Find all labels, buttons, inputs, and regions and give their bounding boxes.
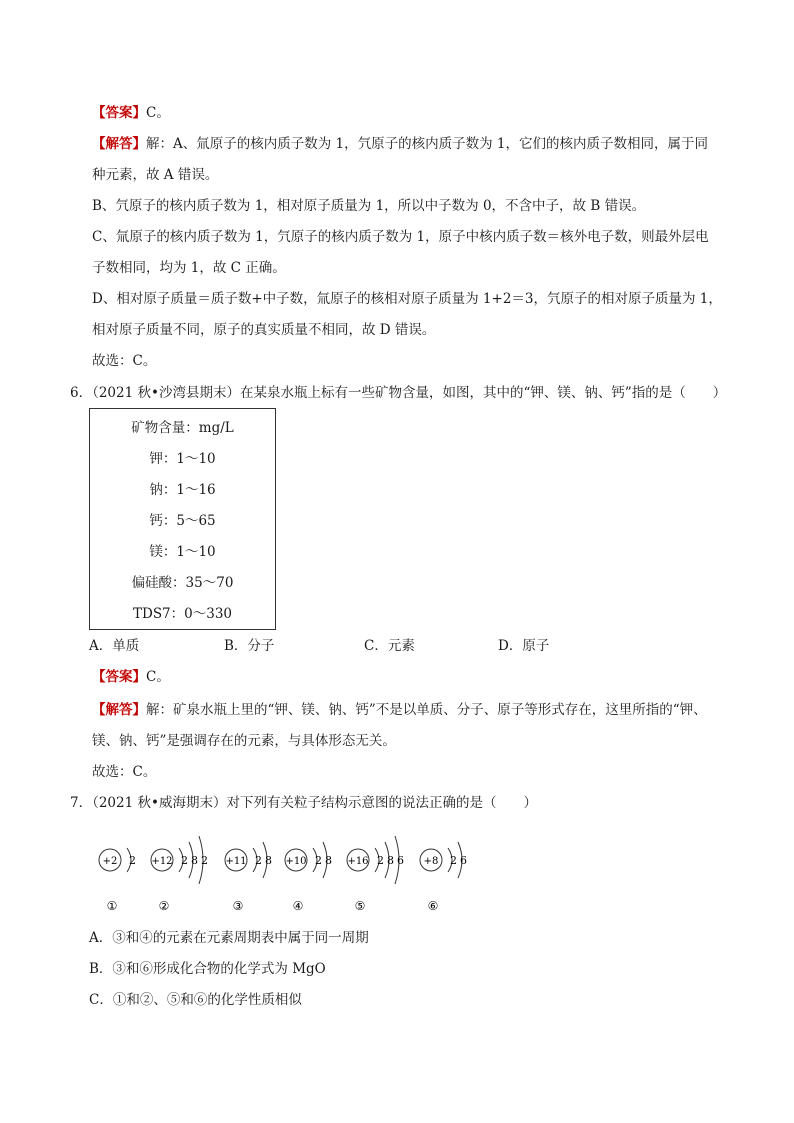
nucleus-charge: +16	[347, 856, 369, 867]
nucleus-charge: +10	[285, 856, 307, 867]
q6-analysis-line-1: 镁、钠、钙”是强调存在的元素，与具体形态无关。	[92, 733, 396, 749]
q6-stem: 6．（2021 秋•沙湾县期末）在某泉水瓶上标有一些矿物含量，如图，其中的“钾、镁、钠、钙”指的是（ ）	[70, 385, 727, 401]
label-row-calcium: 钙：5～65	[149, 513, 216, 529]
q7-option-a: A．③和④的元素在元素周期表中属于同一周期	[89, 930, 369, 946]
particle-diagram-6	[420, 842, 467, 913]
particle-diagram-1	[99, 848, 136, 913]
electron-count: 2	[201, 854, 208, 867]
q7-option-b: B．③和⑥形成化合物的化学式为 MgO	[89, 961, 326, 977]
q5-answer	[92, 103, 170, 123]
q5-analysis-line-7: 故选：C。	[92, 353, 157, 369]
label-row-sodium: 钠：1～16	[149, 482, 216, 498]
q5-answer-tag: 【答案】	[92, 105, 146, 121]
q5-analysis-text-0: 解：A、氚原子的核内质子数为 1，氕原子的核内质子数为 1，它们的核内质子数相同，属于同	[146, 136, 709, 152]
q7-stem: 7．（2021 秋•威海期末）对下列有关粒子结构示意图的说法正确的是（ ）	[70, 795, 537, 811]
particle-label: ⑥	[427, 899, 439, 913]
electron-count: 2	[450, 854, 457, 867]
q5-analysis-line-2: B、氕原子的核内质子数为 1，相对原子质量为 1，所以中子数为 0，不含中子，故 B 错误。	[92, 198, 646, 214]
label-row-header: 矿物含量：mg/L	[131, 420, 234, 436]
particle-label: ④	[292, 899, 304, 913]
electron-count: 8	[325, 854, 332, 867]
particle-structure-diagrams	[88, 822, 488, 914]
q6-answer-tag: 【答案】	[92, 669, 146, 685]
electron-count: 2	[315, 854, 322, 867]
label-row-potassium: 钾：1～10	[149, 451, 216, 467]
q5-analysis-tag: 【解答】	[92, 136, 146, 152]
q6-analysis-text-0: 解：矿泉水瓶上里的“钾、镁、钠、钙”不是以单质、分子、原子等形式存在，这里所指的“钾、	[146, 702, 707, 718]
electron-count: 8	[265, 854, 272, 867]
q5-answer-value: C。	[146, 105, 170, 121]
label-row-magnesium: 镁：1～10	[149, 544, 216, 560]
q6-option-a: A．单质	[89, 638, 140, 654]
electron-count: 2	[255, 854, 262, 867]
q7-option-c: C．①和②、⑤和⑥的化学性质相似	[89, 992, 302, 1008]
mineral-label-box	[89, 408, 276, 630]
particle-diagram-4	[285, 842, 332, 913]
nucleus-charge: +11	[225, 856, 247, 867]
particle-diagram-3	[225, 842, 272, 913]
q6-option-d: D．原子	[498, 638, 550, 654]
particle-diagram-5	[347, 836, 404, 913]
q6-answer	[92, 667, 170, 687]
q6-answer-value: C。	[146, 669, 170, 685]
particle-label: ①	[106, 899, 118, 913]
q5-analysis-line-5: D、相对原子质量＝质子数+中子数，氚原子的核相对原子质量为 1+2＝3，氕原子的相对原子质量为 1，	[92, 291, 722, 307]
particle-label: ②	[158, 899, 170, 913]
q6-analysis-line-2: 故选：C。	[92, 764, 157, 780]
electron-count: 6	[397, 854, 404, 867]
nucleus-charge: +12	[151, 856, 173, 867]
electron-count: 2	[129, 854, 136, 867]
q6-option-b: B．分子	[224, 638, 275, 654]
q5-analysis-line-6: 相对原子质量不同，原子的真实质量不相同，故 D 错误。	[92, 322, 436, 338]
particle-diagram-2	[151, 836, 208, 913]
label-row-metasilicic: 偏硅酸：35～70	[131, 575, 234, 591]
q5-analysis-line-3: C、氚原子的核内质子数为 1，氕原子的核内质子数为 1，原子中核内质子数＝核外电子数，则最外层电	[92, 229, 709, 245]
nucleus-charge: +2	[102, 856, 118, 867]
electron-count: 8	[191, 854, 198, 867]
q5-analysis-line-1: 种元素，故 A 错误。	[92, 167, 219, 183]
electron-count: 8	[387, 854, 394, 867]
q6-analysis-tag: 【解答】	[92, 702, 146, 718]
label-row-tds: TDS7：0～330	[132, 606, 233, 622]
q6-option-c: C．元素	[364, 638, 415, 654]
electron-count: 6	[460, 854, 467, 867]
electron-count: 2	[181, 854, 188, 867]
q6-analysis-line-0	[92, 700, 707, 720]
q5-analysis-line-4: 子数相同，均为 1，故 C 正确。	[92, 260, 286, 276]
particle-label: ③	[232, 899, 244, 913]
particle-label: ⑤	[354, 899, 366, 913]
q5-analysis-line-0	[92, 134, 708, 154]
nucleus-charge: +8	[423, 856, 439, 867]
electron-count: 2	[377, 854, 384, 867]
